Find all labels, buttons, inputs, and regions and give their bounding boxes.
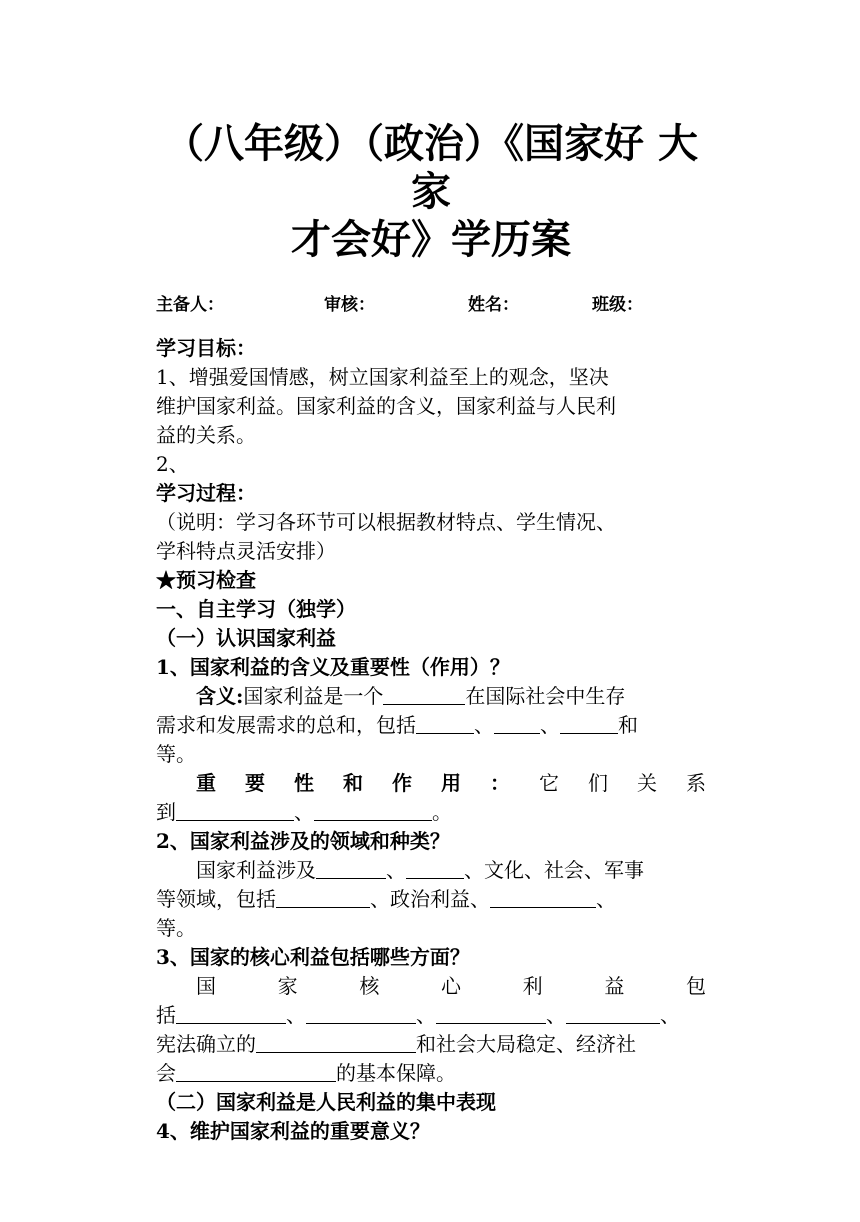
q1-definition-line1 bbox=[156, 682, 706, 711]
separator: 、 bbox=[474, 713, 494, 737]
q1-definition-line3: 等。 bbox=[156, 742, 196, 766]
document-page bbox=[156, 120, 706, 1146]
document-title-line1: （八年级）（政治）《国家好 大家 bbox=[164, 120, 698, 215]
goal2: 2、 bbox=[156, 452, 189, 476]
preparer-label: 主备人： bbox=[156, 295, 224, 315]
separator: 、 bbox=[540, 713, 560, 737]
q2-line1 bbox=[156, 856, 706, 885]
fill-blank[interactable] bbox=[306, 1003, 416, 1024]
fill-blank[interactable] bbox=[406, 858, 464, 879]
section1-heading: 一、自主学习（独学） bbox=[156, 597, 356, 621]
q1-importance-line1 bbox=[156, 769, 706, 798]
separator: 、 bbox=[386, 858, 406, 882]
question1: 1、国家利益的含义及重要性（作用）？ bbox=[156, 655, 510, 679]
q3-line2 bbox=[156, 1001, 706, 1030]
fill-blank[interactable] bbox=[176, 800, 294, 821]
definition-text-b: 在国际社会中生存 bbox=[465, 684, 626, 708]
fill-blank[interactable] bbox=[256, 1032, 416, 1053]
q2-text-a: 国家利益涉及 bbox=[196, 858, 316, 882]
definition-text-a: 国家利益是一个 bbox=[243, 684, 384, 708]
q1-definition-line2 bbox=[156, 711, 706, 740]
question3: 3、国家的核心利益包括哪些方面？ bbox=[156, 945, 470, 969]
separator: 、 bbox=[416, 1003, 436, 1027]
definition-label: 含义: bbox=[196, 684, 244, 708]
separator: 、 bbox=[294, 800, 314, 824]
fill-blank[interactable] bbox=[494, 713, 540, 734]
q3-text-c: 宪法确立的 bbox=[156, 1032, 256, 1056]
definition-text-c: 需求和发展需求的总和，包括 bbox=[156, 713, 416, 737]
fill-blank[interactable] bbox=[276, 887, 370, 908]
separator: 、 bbox=[546, 1003, 566, 1027]
goal1-line3: 益的关系。 bbox=[156, 423, 256, 447]
fill-blank[interactable] bbox=[560, 713, 618, 734]
q3-text-d: 和社会大局稳定、经济社 bbox=[416, 1032, 636, 1056]
q2-line3: 等。 bbox=[156, 916, 196, 940]
separator: 、 bbox=[660, 1003, 680, 1027]
process-heading: 学习过程： bbox=[156, 481, 256, 505]
q3-line1: 国家核心利益包 bbox=[196, 974, 706, 998]
note-line2: 学科特点灵活安排） bbox=[156, 539, 336, 563]
importance-text: 它们关系 bbox=[539, 771, 706, 795]
importance-end: 。 bbox=[432, 800, 452, 824]
q2-text-b: 、文化、社会、军事 bbox=[464, 858, 644, 882]
q3-text-f: 的基本保障。 bbox=[336, 1061, 456, 1085]
fill-blank[interactable] bbox=[436, 1003, 546, 1024]
q3-text-e: 会 bbox=[156, 1061, 176, 1085]
name-label: 姓名： bbox=[468, 295, 519, 315]
preview-heading: ★预习检查 bbox=[156, 568, 256, 592]
q2-text-e: 、 bbox=[596, 887, 616, 911]
importance-prefix: 到 bbox=[156, 800, 176, 824]
class-label: 班级： bbox=[592, 295, 643, 315]
fill-blank[interactable] bbox=[416, 713, 474, 734]
reviewer-label: 审核： bbox=[324, 295, 375, 315]
q3-prefix: 括 bbox=[156, 1003, 176, 1027]
subsection1-heading: （一）认识国家利益 bbox=[156, 626, 336, 650]
q3-line3 bbox=[156, 1030, 706, 1059]
fill-blank[interactable] bbox=[176, 1003, 286, 1024]
q2-text-d: 、政治利益、 bbox=[370, 887, 490, 911]
meta-info-row bbox=[156, 290, 706, 316]
goals-heading: 学习目标： bbox=[156, 336, 256, 360]
separator: 、 bbox=[286, 1003, 306, 1027]
goal1-line2: 维护国家利益。国家利益的含义，国家利益与人民利 bbox=[156, 394, 616, 418]
q2-text-c: 等领域，包括 bbox=[156, 887, 276, 911]
fill-blank[interactable] bbox=[176, 1061, 336, 1082]
fill-blank[interactable] bbox=[316, 858, 386, 879]
question2: 2、国家利益涉及的领域和种类？ bbox=[156, 829, 450, 853]
q2-line2 bbox=[156, 885, 706, 914]
question4: 4、维护国家利益的重要意义？ bbox=[156, 1119, 430, 1143]
document-title-line2: 才会好》学历案 bbox=[291, 216, 571, 263]
goal1-line1: 1、增强爱国情感，树立国家利益至上的观念，坚决 bbox=[156, 365, 609, 389]
definition-text-d: 和 bbox=[618, 713, 638, 737]
subsection2-heading: （二）国家利益是人民利益的集中表现 bbox=[156, 1090, 496, 1114]
fill-blank[interactable] bbox=[490, 887, 596, 908]
fill-blank[interactable] bbox=[314, 800, 432, 821]
fill-blank[interactable] bbox=[383, 684, 465, 705]
importance-label: 重要性和作用： bbox=[196, 771, 539, 795]
fill-blank[interactable] bbox=[566, 1003, 660, 1024]
q1-importance-line2 bbox=[156, 798, 706, 827]
q3-line4 bbox=[156, 1059, 706, 1088]
note-line1: （说明：学习各环节可以根据教材特点、学生情况、 bbox=[156, 510, 616, 534]
